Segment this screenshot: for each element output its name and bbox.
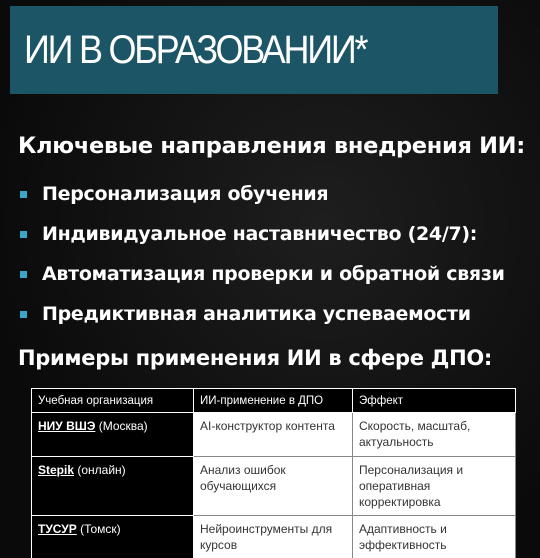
column-header-organization: Учебная организация (32, 389, 194, 413)
organization-location: (онлайн) (74, 463, 126, 477)
examples-table (31, 388, 516, 558)
square-bullet-icon (20, 271, 27, 278)
organization-link[interactable]: НИУ ВШЭ (38, 419, 96, 433)
table-row (32, 413, 516, 457)
table-row (32, 457, 516, 516)
application-cell: Анализ ошибок обучающихся (194, 457, 353, 516)
list-item-text: Персонализация обучения (42, 183, 329, 205)
effect-cell: Персонализация и оперативная корректировка (353, 457, 516, 516)
square-bullet-icon (20, 311, 27, 318)
organization-link[interactable]: Stepik (38, 463, 75, 477)
section-heading-directions: Ключевые направления внедрения ИИ: (18, 133, 525, 159)
table-header-row (32, 389, 516, 413)
organization-cell (32, 413, 194, 457)
section-heading-examples: Примеры применения ИИ в сфере ДПО: (18, 346, 493, 370)
square-bullet-icon (20, 191, 27, 198)
organization-location: (Томск) (76, 522, 121, 536)
list-item (20, 214, 505, 254)
list-item (20, 174, 505, 214)
column-header-application: ИИ-применение в ДПО (194, 389, 353, 413)
column-header-effect: Эффект (353, 389, 516, 413)
list-item (20, 294, 505, 334)
list-item (20, 254, 505, 294)
application-cell: AI-конструктор контента (194, 413, 353, 457)
effect-cell: Скорость, масштаб, актуальность (353, 413, 516, 457)
organization-link[interactable]: ТУСУР (38, 522, 77, 536)
table-row (32, 516, 516, 558)
directions-list (20, 174, 505, 334)
slide-title: ИИ В ОБРАЗОВАНИИ* (24, 27, 367, 72)
square-bullet-icon (20, 231, 27, 238)
effect-cell: Адаптивность и эффективность (353, 516, 516, 558)
organization-cell (32, 516, 194, 558)
organization-location: (Москва) (95, 419, 148, 433)
list-item-text: Автоматизация проверки и обратной связи (42, 263, 505, 285)
list-item-text: Предиктивная аналитика успеваемости (42, 303, 471, 325)
organization-cell (32, 457, 194, 516)
list-item-text: Индивидуальное наставничество (24/7): (42, 223, 478, 245)
title-banner (10, 6, 498, 94)
application-cell: Нейроинструменты для курсов (194, 516, 353, 558)
